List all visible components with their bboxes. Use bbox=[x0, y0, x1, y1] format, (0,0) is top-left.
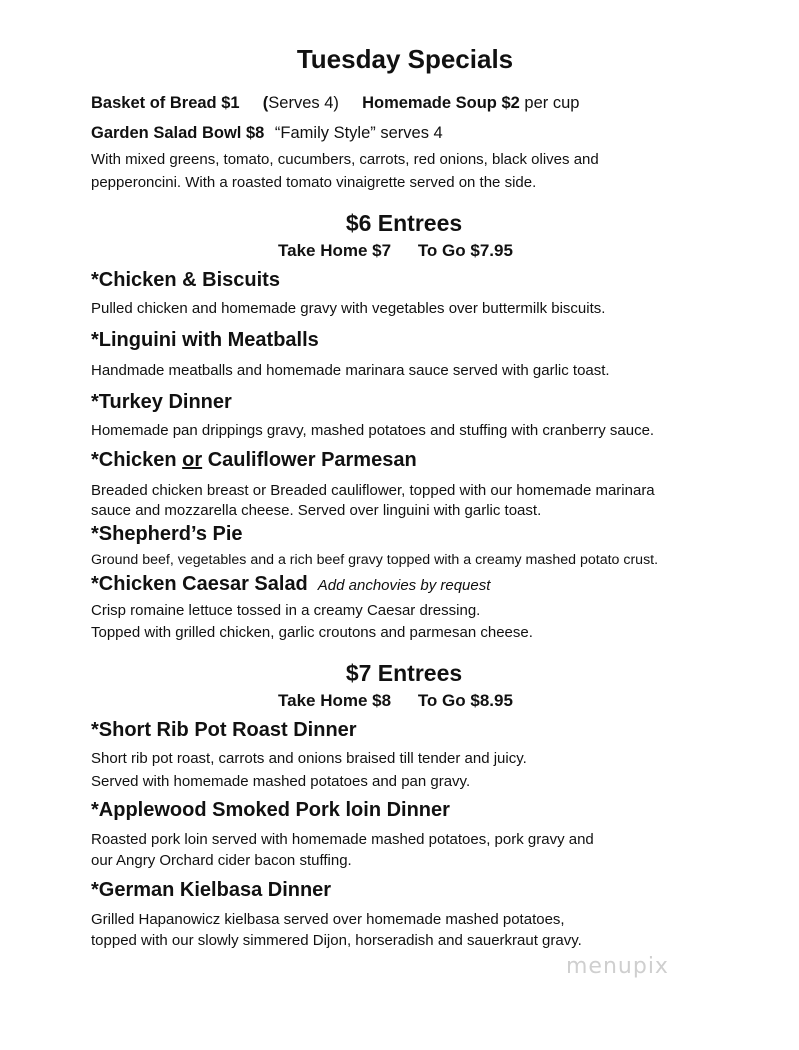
dish-chicken-caesar-name: *Chicken Caesar Salad bbox=[91, 573, 308, 595]
section-6-prices bbox=[278, 241, 513, 261]
salad-name: Garden Salad Bowl bbox=[91, 124, 242, 142]
salad-desc-1: With mixed greens, tomato, cucumbers, carrots, red onions, black olives and bbox=[91, 151, 599, 168]
dish-parmesan-desc-2: sauce and mozzarella cheese. Served over linguini with garlic toast. bbox=[91, 502, 542, 519]
starters-line-1 bbox=[91, 94, 579, 113]
dish-parmesan-desc-1: Breaded chicken breast or Breaded cauliflower, topped with our homemade marinara bbox=[91, 482, 655, 499]
dish-parm-or: or bbox=[182, 449, 203, 471]
dish-parm-name-c: Cauliflower Parmesan bbox=[202, 449, 417, 471]
section-7-heading: $7 Entrees bbox=[345, 660, 463, 686]
page-title: Tuesday Specials bbox=[296, 44, 514, 74]
bread-note-paren: ( bbox=[262, 94, 269, 112]
dish-short-rib: *Short Rib Pot Roast Dinner bbox=[91, 719, 357, 741]
dish-pork-loin: *Applewood Smoked Pork loin Dinner bbox=[91, 799, 450, 821]
dish-chicken-caesar-desc-1: Crisp romaine lettuce tossed in a creamy Caesar dressing. bbox=[91, 602, 481, 619]
dish-parm-name-a: *Chicken bbox=[91, 449, 183, 471]
soup-name: Homemade Soup bbox=[362, 94, 497, 112]
dish-linguini-meatballs-desc: Handmade meatballs and homemade marinara sauce served with garlic toast. bbox=[91, 362, 610, 379]
starters-line-2 bbox=[91, 124, 443, 143]
dish-short-rib-desc-1: Short rib pot roast, carrots and onions braised till tender and juicy. bbox=[91, 750, 527, 767]
dish-chicken-caesar-note: Add anchovies by request bbox=[317, 577, 491, 594]
salad-note: “Family Style” serves 4 bbox=[274, 124, 443, 142]
dish-linguini-meatballs: *Linguini with Meatballs bbox=[91, 329, 319, 351]
dish-turkey-dinner: *Turkey Dinner bbox=[91, 391, 232, 413]
dish-pork-loin-desc-2: our Angry Orchard cider bacon stuffing. bbox=[91, 852, 352, 869]
section-7-take-home: Take Home $8 bbox=[278, 691, 392, 710]
section-6-take-home: Take Home $7 bbox=[278, 241, 392, 260]
dish-turkey-dinner-desc: Homemade pan drippings gravy, mashed potatoes and stuffing with cranberry sauce. bbox=[91, 422, 655, 439]
dish-shepherds-pie-desc: Ground beef, vegetables and a rich beef gravy topped with a creamy mashed potato crust. bbox=[91, 552, 659, 568]
dish-short-rib-desc-2: Served with homemade mashed potatoes and pan gravy. bbox=[91, 773, 471, 790]
dish-kielbasa-desc-1: Grilled Hapanowicz kielbasa served over homemade mashed potatoes, bbox=[91, 911, 565, 928]
dish-chicken-biscuits: *Chicken & Biscuits bbox=[91, 269, 280, 291]
dish-kielbasa-desc-2: topped with our slowly simmered Dijon, horseradish and sauerkraut gravy. bbox=[91, 932, 582, 949]
soup-unit: per cup bbox=[524, 94, 580, 112]
bread-note: Serves 4) bbox=[268, 94, 339, 112]
bread-price: $1 bbox=[221, 94, 240, 112]
section-7-to-go: To Go $8.95 bbox=[417, 691, 513, 710]
dish-shepherds-pie: *Shepherd’s Pie bbox=[91, 523, 243, 545]
section-6-to-go: To Go $7.95 bbox=[417, 241, 513, 260]
salad-desc-2: pepperoncini. With a roasted tomato vinaigrette served on the side. bbox=[91, 174, 537, 191]
dish-kielbasa: *German Kielbasa Dinner bbox=[91, 879, 332, 901]
bread-name: Basket of Bread bbox=[91, 94, 217, 112]
dish-chicken-caesar-desc-2: Topped with grilled chicken, garlic croutons and parmesan cheese. bbox=[91, 624, 533, 641]
soup-price: $2 bbox=[501, 94, 520, 112]
section-7-prices bbox=[278, 691, 513, 711]
dish-chicken-cauliflower-parmesan bbox=[91, 449, 417, 472]
watermark: menupix bbox=[566, 954, 669, 979]
salad-price: $8 bbox=[245, 124, 265, 142]
dish-chicken-caesar bbox=[91, 573, 490, 596]
dish-pork-loin-desc-1: Roasted pork loin served with homemade mashed potatoes, pork gravy and bbox=[91, 831, 594, 848]
dish-chicken-biscuits-desc: Pulled chicken and homemade gravy with vegetables over buttermilk biscuits. bbox=[91, 300, 606, 317]
section-6-heading: $6 Entrees bbox=[345, 210, 463, 236]
